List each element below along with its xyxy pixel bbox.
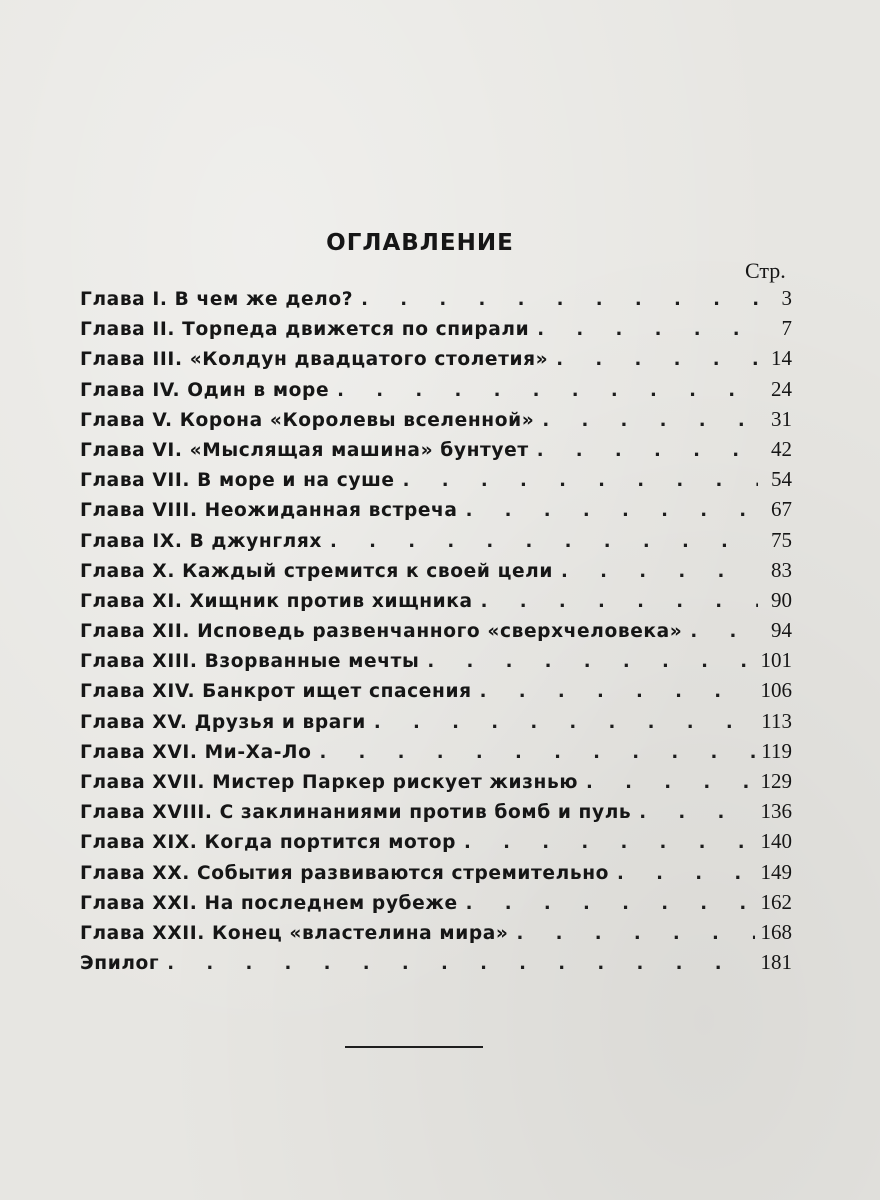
toc-entry bbox=[80, 887, 792, 917]
toc-entry bbox=[80, 857, 792, 887]
toc-entry-label: Глава XVI. Ми-Ха-Ло bbox=[80, 741, 312, 763]
toc-entry-page: 94 bbox=[771, 618, 792, 643]
toc-entry-page: 168 bbox=[760, 919, 792, 944]
dot-leader bbox=[337, 376, 758, 406]
toc-entry bbox=[80, 917, 792, 947]
toc-entry-label: Глава IV. Один в море bbox=[80, 379, 330, 401]
toc-entry-label: Глава II. Торпеда движется по спирали bbox=[80, 319, 530, 341]
toc-entry-label: Глава X. Каждый стремится к своей цели bbox=[80, 560, 554, 582]
toc-entry-label: Глава XII. Исповедь развенчанного «сверхчеловека» bbox=[80, 621, 683, 643]
toc-entry-page: 54 bbox=[771, 467, 792, 492]
toc-entry bbox=[80, 706, 792, 736]
dot-leader bbox=[537, 436, 758, 466]
toc-entry-label: Глава XVIII. С заклинаниями против бомб и пуль bbox=[80, 802, 632, 824]
toc-entry bbox=[80, 283, 792, 313]
dot-leader bbox=[403, 466, 758, 496]
dot-leader bbox=[330, 527, 758, 557]
dot-leader bbox=[319, 738, 755, 768]
toc-entry-label: Глава XX. События развиваются стремительно bbox=[80, 862, 610, 884]
toc-entry-page: 75 bbox=[771, 527, 792, 552]
toc-entry bbox=[80, 796, 792, 826]
dot-leader bbox=[617, 859, 754, 889]
closing-rule bbox=[345, 1046, 483, 1048]
dot-leader bbox=[517, 919, 755, 949]
toc-entry-label: Глава XVII. Мистер Паркер рискует жизнью bbox=[80, 772, 579, 793]
dot-leader bbox=[374, 708, 755, 738]
dot-leader bbox=[542, 406, 758, 436]
toc-entry-page: 129 bbox=[760, 769, 792, 793]
toc-entry bbox=[80, 525, 792, 555]
toc-entry bbox=[80, 645, 792, 675]
dot-leader bbox=[466, 889, 755, 919]
toc-entry-label: Глава I. В чем же дело? bbox=[80, 289, 354, 310]
toc-entry-label: Глава XI. Хищник против хищника bbox=[80, 590, 473, 612]
toc-entry bbox=[80, 947, 792, 977]
toc-entry-page: 24 bbox=[771, 376, 792, 401]
toc-entry-label: Глава V. Корона «Королевы вселенной» bbox=[80, 409, 535, 431]
toc-entry-page: 31 bbox=[771, 406, 792, 431]
dot-leader bbox=[480, 677, 755, 707]
dot-leader bbox=[690, 617, 758, 647]
toc-entry-label: Глава XXI. На последнем рубеже bbox=[80, 892, 458, 914]
dot-leader bbox=[537, 315, 758, 345]
toc-entry-label: Глава VIII. Неожиданная встреча bbox=[80, 500, 458, 522]
toc-entry bbox=[80, 404, 792, 434]
toc-entry bbox=[80, 736, 792, 766]
toc-entry bbox=[80, 494, 792, 524]
dot-leader bbox=[361, 285, 758, 315]
toc-entry-page: 106 bbox=[760, 678, 792, 703]
toc-entry-label: Глава XIV. Банкрот ищет спасения bbox=[80, 681, 472, 703]
toc-entry bbox=[80, 766, 792, 796]
toc-entry-page: 162 bbox=[760, 889, 792, 914]
toc-entry-page: 42 bbox=[771, 436, 792, 461]
dot-leader bbox=[586, 768, 754, 798]
dot-leader bbox=[464, 828, 754, 858]
toc-entry-page: 67 bbox=[771, 497, 792, 522]
toc-entry-page: 90 bbox=[771, 587, 792, 612]
toc-entry-label: Эпилог bbox=[80, 953, 160, 975]
toc-entry bbox=[80, 675, 792, 705]
toc-entry-page: 3 bbox=[781, 286, 792, 310]
dot-leader bbox=[639, 798, 754, 828]
toc-entry-label: Глава XIII. Взорванные мечты bbox=[80, 651, 420, 673]
page-column-header: Стр. bbox=[745, 258, 786, 283]
toc-entry-label: Глава VII. В море и на суше bbox=[80, 470, 395, 492]
toc-entry-label: Глава IX. В джунглях bbox=[80, 530, 322, 552]
dot-leader bbox=[481, 587, 758, 617]
toc-entry-page: 136 bbox=[760, 799, 792, 824]
toc-entry-label: Глава XIX. Когда портится мотор bbox=[80, 832, 457, 854]
dot-leader bbox=[466, 496, 758, 526]
toc-entry-page: 181 bbox=[760, 950, 792, 975]
toc-entry-page: 83 bbox=[771, 557, 792, 582]
toc-entry bbox=[80, 313, 792, 343]
dot-leader bbox=[427, 647, 754, 677]
dot-leader bbox=[167, 949, 754, 979]
toc-entry-label: Глава XXII. Конец «властелина мира» bbox=[80, 922, 509, 944]
toc-entry bbox=[80, 585, 792, 615]
toc-entry-page: 149 bbox=[760, 859, 792, 884]
toc-entry-page: 14 bbox=[771, 346, 792, 371]
dot-leader bbox=[556, 345, 758, 375]
page-title: ОГЛАВЛЕНИЕ bbox=[326, 230, 514, 256]
toc-entry-label: Глава XV. Друзья и враги bbox=[80, 711, 366, 733]
toc-entry bbox=[80, 615, 792, 645]
toc-entry-page: 119 bbox=[761, 738, 792, 763]
toc-entry-page: 140 bbox=[760, 829, 792, 854]
toc-entry bbox=[80, 434, 792, 464]
toc-entry bbox=[80, 374, 792, 404]
toc-entry-page: 101 bbox=[760, 648, 792, 673]
toc-entry-page: 113 bbox=[761, 708, 792, 733]
toc-entry-label: Глава VI. «Мыслящая машина» бунтует bbox=[80, 439, 529, 461]
table-of-contents bbox=[80, 283, 792, 977]
dot-leader bbox=[561, 557, 758, 587]
toc-entry-label: Глава III. «Колдун двадцатого столетия» bbox=[80, 349, 549, 371]
toc-entry-page: 7 bbox=[781, 316, 792, 341]
toc-entry bbox=[80, 343, 792, 373]
toc-entry bbox=[80, 555, 792, 585]
toc-entry bbox=[80, 464, 792, 494]
toc-entry bbox=[80, 826, 792, 856]
